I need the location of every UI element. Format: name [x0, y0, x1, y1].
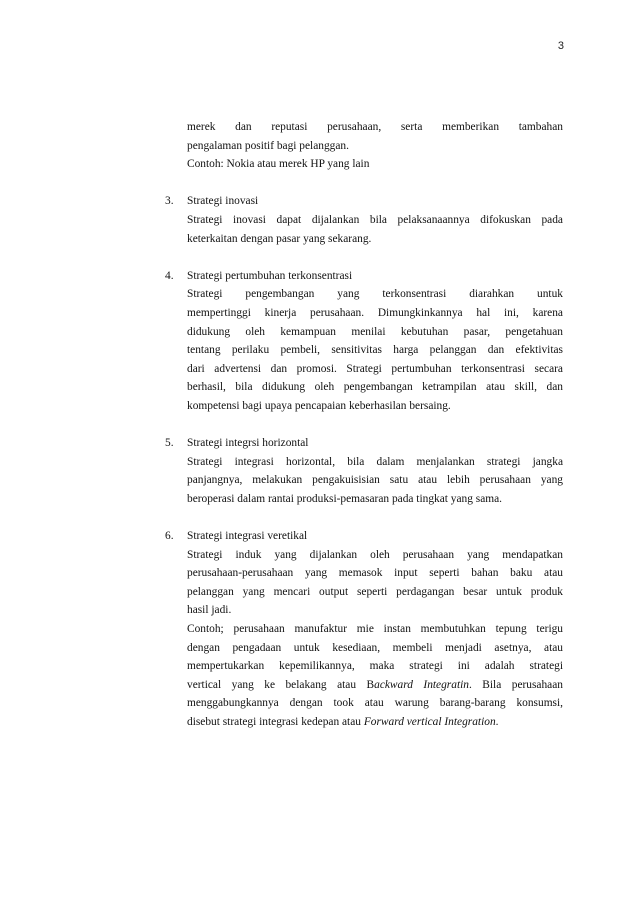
example-text: vertical yang ke belakang atau B — [187, 678, 375, 691]
list-item-6 — [165, 527, 563, 732]
example-line — [187, 713, 563, 732]
example-line: menggabungkannya dengan took atau warung barang-barang konsumsi, — [187, 697, 563, 710]
list-item-3 — [165, 192, 563, 248]
list-number: 3. — [165, 195, 174, 208]
text-line: Strategi induk yang dijalankan oleh perusahaan yang mendapatkan — [187, 548, 563, 561]
item-title: Strategi integrsi horizontal — [187, 437, 309, 450]
intro-paragraph — [187, 118, 563, 174]
text-line: mempertinggi kinerja perusahaan. Dimungkinkannya hal ini, karena — [187, 306, 563, 319]
list-item-4 — [165, 267, 563, 416]
item-title: Strategi integrasi veretikal — [187, 530, 308, 543]
item-title: Strategi inovasi — [187, 195, 259, 208]
list-item-5 — [165, 434, 563, 508]
example-line: mempertukarkan kepemilikannya, maka strategi ini adalah strategi — [187, 660, 563, 673]
example-text: . — [495, 716, 499, 728]
text-line: merek dan reputasi perusahaan, serta memberikan tambahan — [187, 121, 563, 133]
text-line: dari advertensi dan promosi. Strategi pertumbuhan terkonsentrasi secara — [187, 362, 563, 375]
list-number: 4. — [165, 269, 174, 282]
text-line: Strategi inovasi dapat dijalankan bila pelaksanaannya difokuskan pada — [187, 213, 563, 226]
text-line: Strategi pengembangan yang terkonsentrasi diarahkan untuk — [187, 288, 563, 301]
italic-term-backward: ackward Integratin — [374, 678, 469, 691]
page-number: 3 — [557, 40, 564, 52]
example-line: Contoh; perusahaan manufaktur mie instan membutuhkan tepung terigu — [187, 623, 563, 636]
document-body — [165, 118, 563, 732]
text-line: tentang perilaku pembeli, sensitivitas harga pelanggan dan efektivitas — [187, 344, 563, 357]
text-line: pengalaman positif bagi pelanggan. — [187, 139, 349, 152]
text-line: panjangnya, melakukan pengakuisisian satu atau lebih perusahaan yang — [187, 474, 563, 487]
text-line: Strategi integrasi horizontal, bila dalam menjalankan strategi jangka — [187, 455, 563, 468]
example-text: disebut strategi integrasi kedepan atau — [187, 716, 364, 728]
italic-term-forward: Forward vertical Integration — [363, 716, 496, 728]
text-line: keterkaitan dengan pasar yang sekarang. — [187, 232, 372, 245]
item-title: Strategi pertumbuhan terkonsentrasi — [187, 269, 353, 282]
text-line: beroperasi dalam rantai produksi-pemasaran pada tingkat yang sama. — [187, 492, 503, 505]
text-line: didukung oleh kemampuan menilai kebutuhan pasar, pengetahuan — [187, 325, 563, 338]
example-text: . Bila perusahaan — [468, 678, 563, 691]
text-line: pelanggan yang mencari output seperti perdagangan besar untuk produk — [187, 585, 563, 598]
example-line: dengan pengadaan untuk kesediaan, membeli menjadi asetnya, atau — [187, 641, 563, 654]
list-number: 6. — [165, 530, 174, 543]
text-line: hasil jadi. — [187, 604, 232, 617]
example-line — [187, 676, 563, 695]
text-line: Contoh: Nokia atau merek HP yang lain — [187, 158, 370, 171]
text-line: berhasil, bila didukung oleh pengembangan ketrampilan atau skill, dan — [187, 381, 563, 394]
list-number: 5. — [165, 437, 174, 450]
text-line: perusahaan-perusahaan yang memasok input seperti bahan baku atau — [187, 567, 563, 580]
text-line: kompetensi bagi upaya pencapaian keberhasilan bersaing. — [187, 399, 451, 412]
